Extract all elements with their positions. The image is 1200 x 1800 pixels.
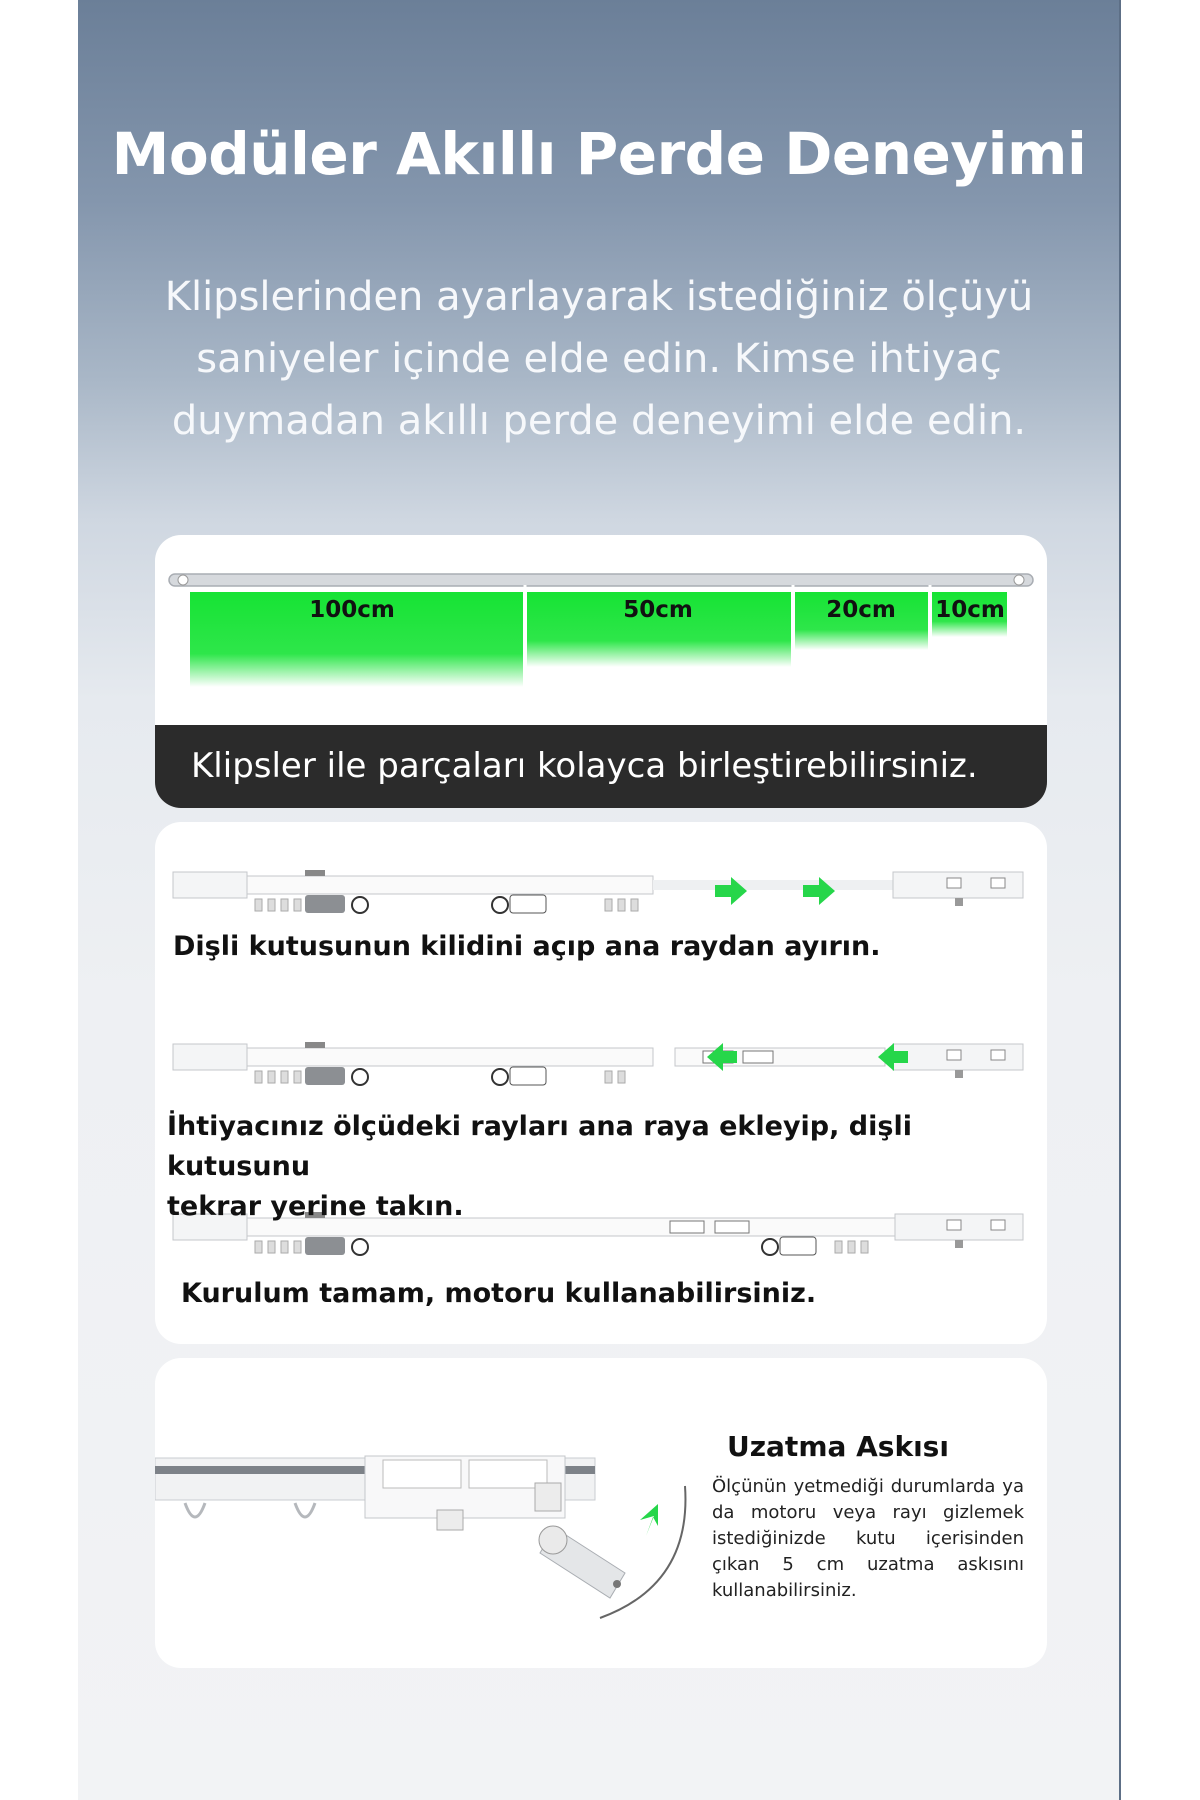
extension-title: Uzatma Askısı xyxy=(727,1430,949,1463)
segment-label: 100cm xyxy=(309,597,395,623)
step2-caption-line: İhtiyacınız ölçüdeki rayları ana raya ekleyip, dişli kutusunu xyxy=(167,1111,912,1182)
page-background xyxy=(78,0,1120,1800)
step2-caption xyxy=(167,1107,1047,1227)
step3-caption: Kurulum tamam, motoru kullanabilirsiniz. xyxy=(181,1278,817,1309)
segments-card xyxy=(155,535,1047,808)
steps-card xyxy=(155,822,1047,1344)
segment-label: 20cm xyxy=(826,597,896,623)
rail-top xyxy=(169,574,1033,586)
curve-guide xyxy=(600,1486,685,1618)
steps-illustration xyxy=(155,822,1047,1344)
page-title: Modüler Akıllı Perde Deneyimi xyxy=(111,120,1087,188)
segments-illustration xyxy=(155,535,1047,725)
rail-end-cap xyxy=(178,575,188,585)
arrow-left-icon xyxy=(707,1043,737,1071)
subtitle-line: saniyeler içinde elde edin. Kimse ihtiyaç xyxy=(196,336,1002,382)
step2-rail-illustration xyxy=(173,1042,1023,1085)
step2-caption-line: tekrar yerine takın. xyxy=(167,1191,464,1222)
segment-label: 50cm xyxy=(623,597,693,623)
step1-rail-illustration xyxy=(173,870,1023,913)
segment-label: 10cm xyxy=(935,597,1005,623)
extension-description: Ölçünün yetmediği durumlarda ya da motoru veya rayı gizlemek istediğinizde kutu içerisinden çıkan 5 cm uzatma askısını kullanabilirsiniz. xyxy=(712,1476,1024,1601)
subtitle-line: Klipslerinden ayarlayarak istediğiniz ölçüyü xyxy=(164,274,1034,320)
arrow-up-right-icon xyxy=(640,1504,658,1536)
page-subtitle xyxy=(108,266,1090,452)
clips-caption-bar: Klipsler ile parçaları kolayca birleştirebilirsiniz. xyxy=(155,725,1047,808)
subtitle-line: duymadan akıllı perde deneyimi elde edin. xyxy=(171,398,1027,444)
rail-end-cap xyxy=(1014,575,1024,585)
right-edge-border xyxy=(1119,0,1121,1800)
step1-caption: Dişli kutusunun kilidini açıp ana raydan ayırın. xyxy=(173,931,881,962)
extension-arm xyxy=(539,1526,625,1598)
extension-card xyxy=(155,1358,1047,1668)
